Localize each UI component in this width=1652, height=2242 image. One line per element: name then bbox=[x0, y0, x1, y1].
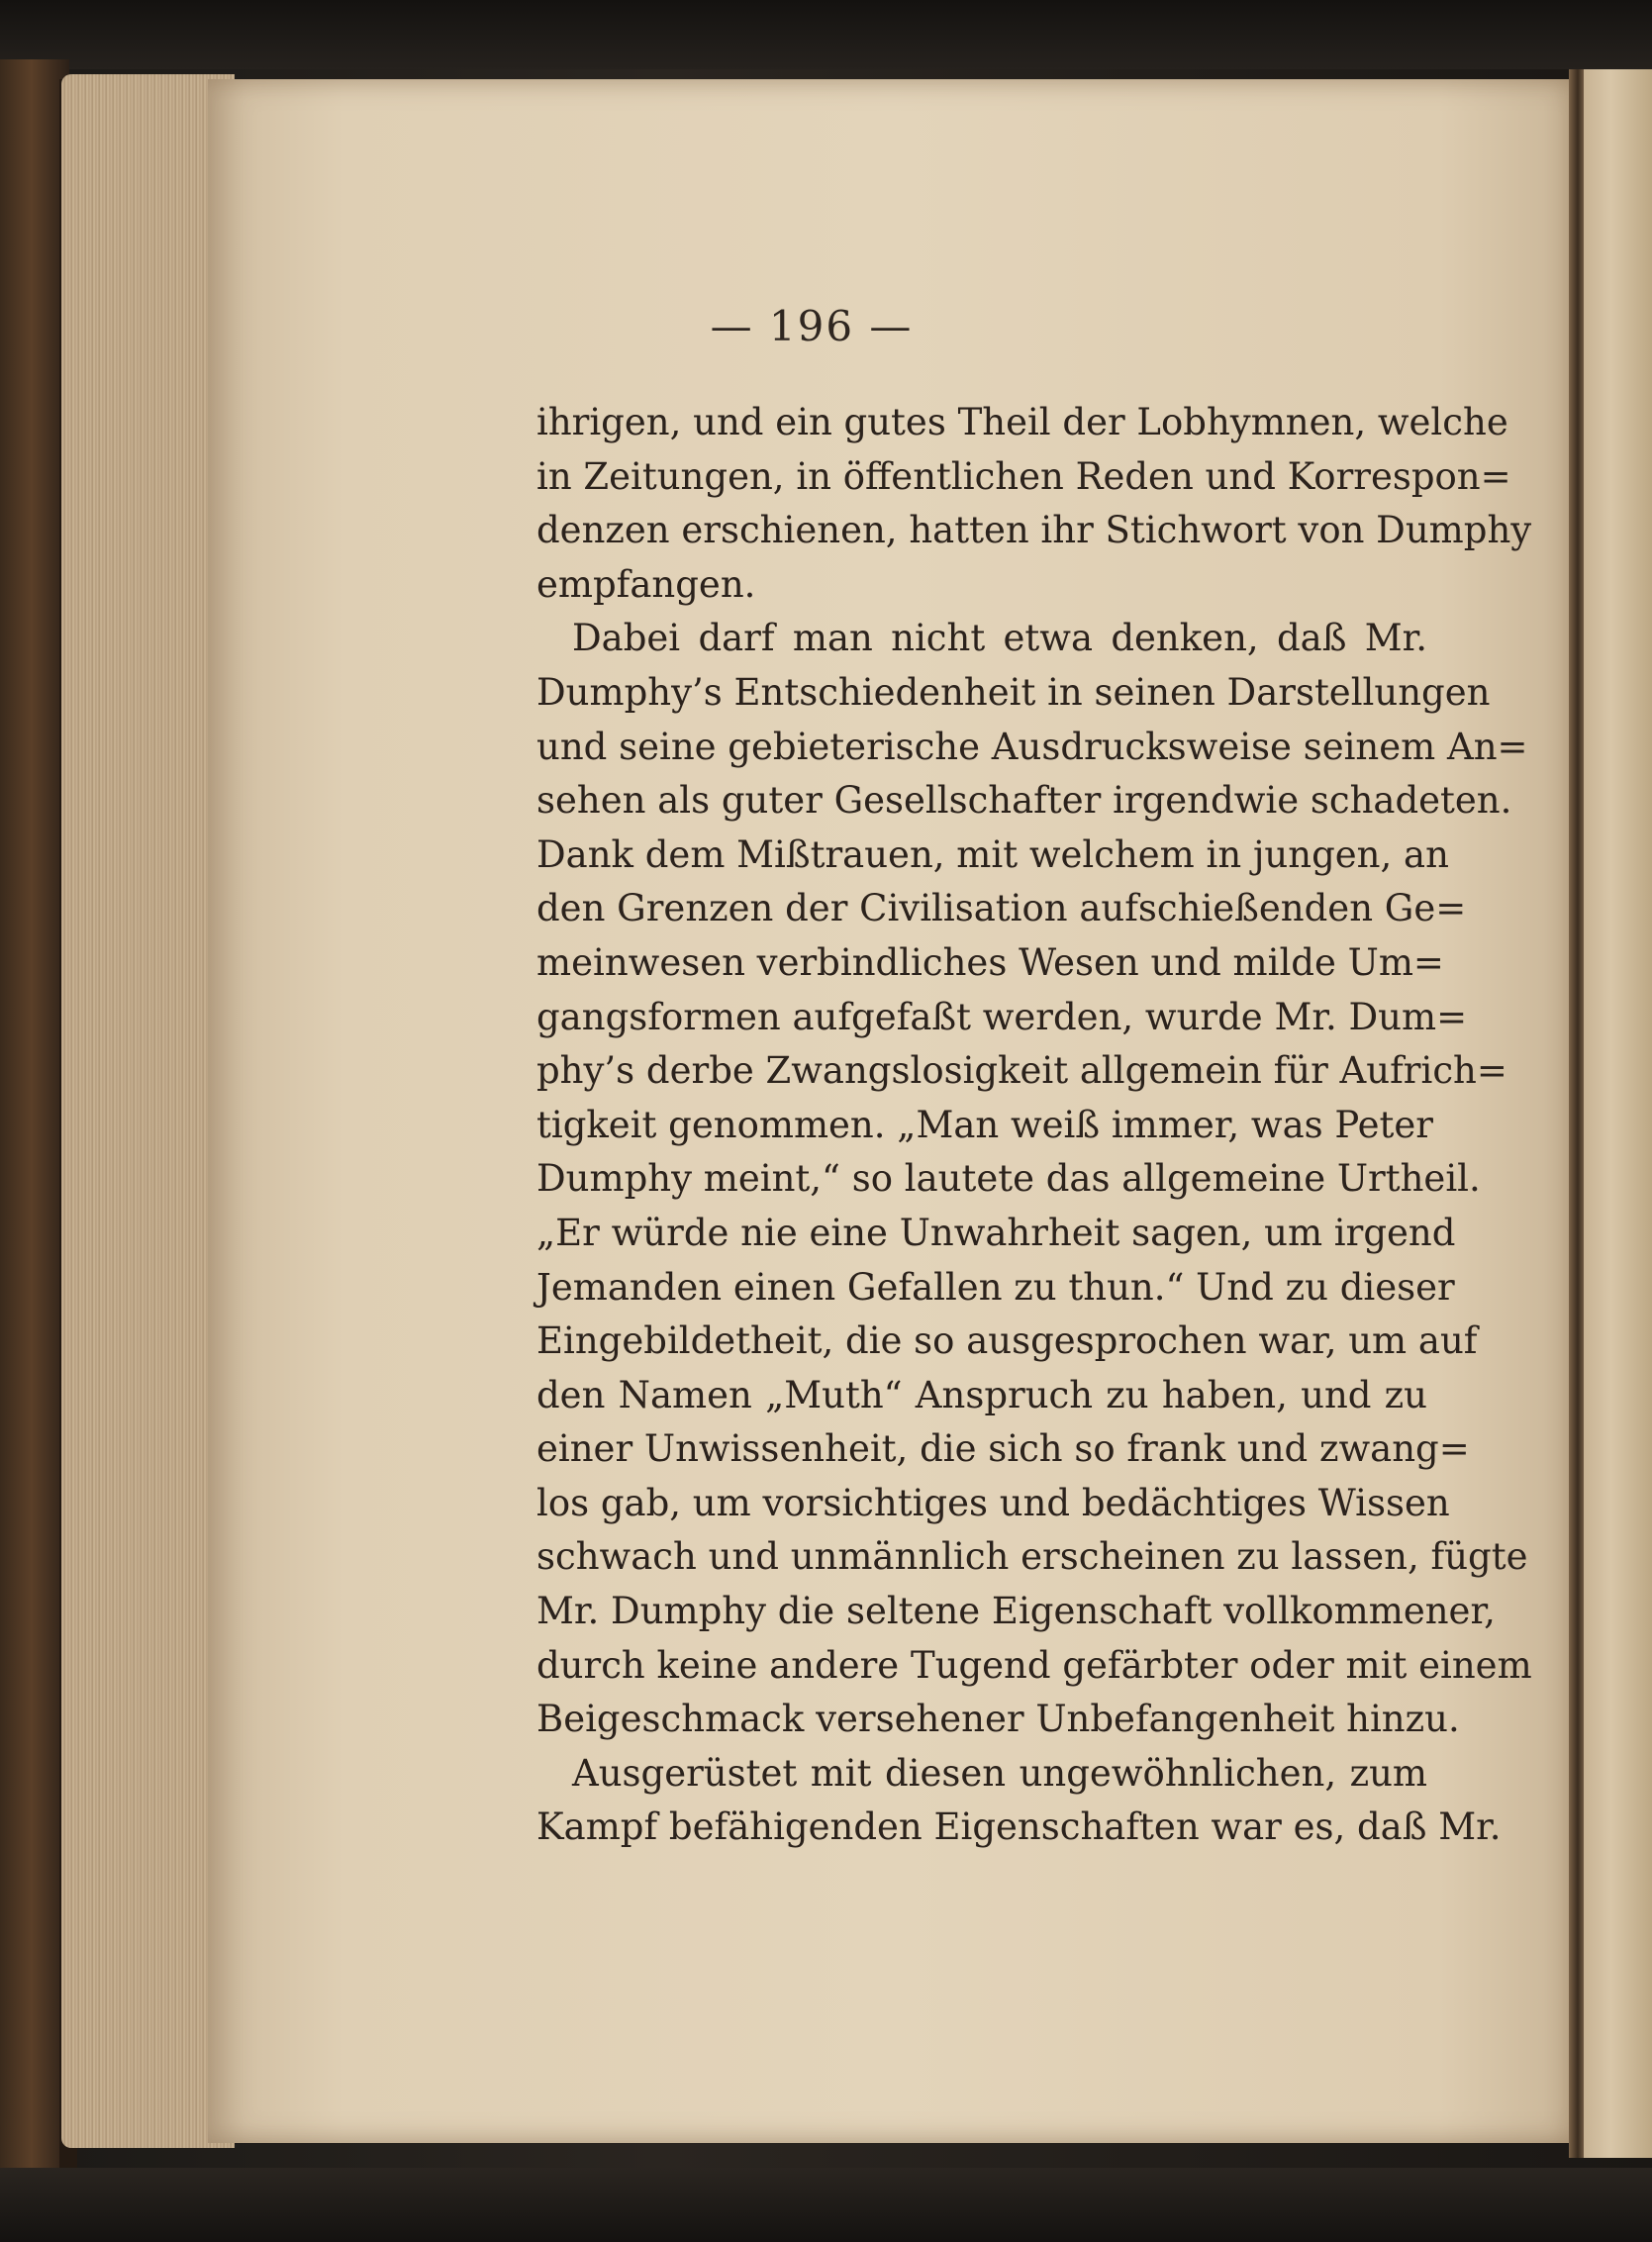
text-line: den Namen „Muth“ Anspruch zu haben, und zu bbox=[536, 1373, 1427, 1416]
text-line: tigkeit genommen. „Man weiß immer, was Peter bbox=[536, 1103, 1433, 1146]
text-line: Beigeschmack versehener Unbefangenheit hinzu. bbox=[536, 1698, 1460, 1741]
text-line: Dumphy’s Entschiedenheit in seinen Darstellungen bbox=[536, 670, 1491, 714]
text-line: Dank dem Mißtrauen, mit welchem in jungen, an bbox=[536, 832, 1449, 876]
background-bottom bbox=[0, 2168, 1652, 2242]
text-line: ihrigen, und ein gutes Theil der Lobhymnen, welche bbox=[536, 401, 1508, 443]
text-line: einer Unwissenheit, die sich so frank und zwang= bbox=[536, 1427, 1470, 1471]
text-line: Mr. Dumphy die seltene Eigenschaft vollkommener, bbox=[536, 1590, 1496, 1633]
text-line: Kampf befähigenden Eigenschaften war es, daß Mr. bbox=[536, 1805, 1502, 1849]
text-line: schwach und unmännlich erscheinen zu lassen, fügte bbox=[536, 1535, 1528, 1579]
text-line: Dabei darf man nicht etwa denken, daß Mr. bbox=[572, 617, 1427, 660]
text-line: Eingebildetheit, die so ausgesprochen war, um auf bbox=[536, 1319, 1478, 1363]
text-line: Ausgerüstet mit diesen ungewöhnlichen, zum bbox=[572, 1751, 1427, 1795]
text-line: sehen als guter Gesellschafter irgendwie schadeten. bbox=[536, 779, 1512, 823]
text-line: los gab, um vorsichtiges und bedächtiges Wissen bbox=[536, 1481, 1450, 1524]
text-line: „Er würde nie eine Unwahrheit sagen, um irgend bbox=[536, 1211, 1456, 1254]
text-line: denzen erschienen, hatten ihr Stichwort von Dumphy bbox=[536, 509, 1532, 552]
text-line: phy’s derbe Zwangslosigkeit allgemein für Aufrich= bbox=[536, 1049, 1507, 1093]
body-text bbox=[536, 396, 1532, 1855]
background-top bbox=[0, 0, 1652, 69]
text-line: Dumphy meint,“ so lautete das allgemeine Urtheil. bbox=[536, 1157, 1481, 1201]
text-line: meinwesen verbindliches Wesen und milde Um= bbox=[536, 940, 1444, 984]
text-line: Jemanden einen Gefallen zu thun.“ Und zu dieser bbox=[536, 1265, 1455, 1309]
text-line: in Zeitungen, in öffentlichen Reden und Korrespon= bbox=[536, 454, 1511, 498]
text-line: den Grenzen der Civilisation aufschießenden Ge= bbox=[536, 887, 1467, 930]
text-line: und seine gebieterische Ausdrucksweise seinem An= bbox=[536, 725, 1528, 768]
text-line: durch keine andere Tugend gefärbter oder mit einem bbox=[536, 1643, 1532, 1687]
facing-page-edge bbox=[1584, 69, 1652, 2158]
text-line: gangsformen aufgefaßt werden, wurde Mr. Dum= bbox=[536, 995, 1468, 1038]
text-line: empfangen. bbox=[536, 562, 756, 606]
page-number: — 196 — bbox=[710, 302, 914, 350]
